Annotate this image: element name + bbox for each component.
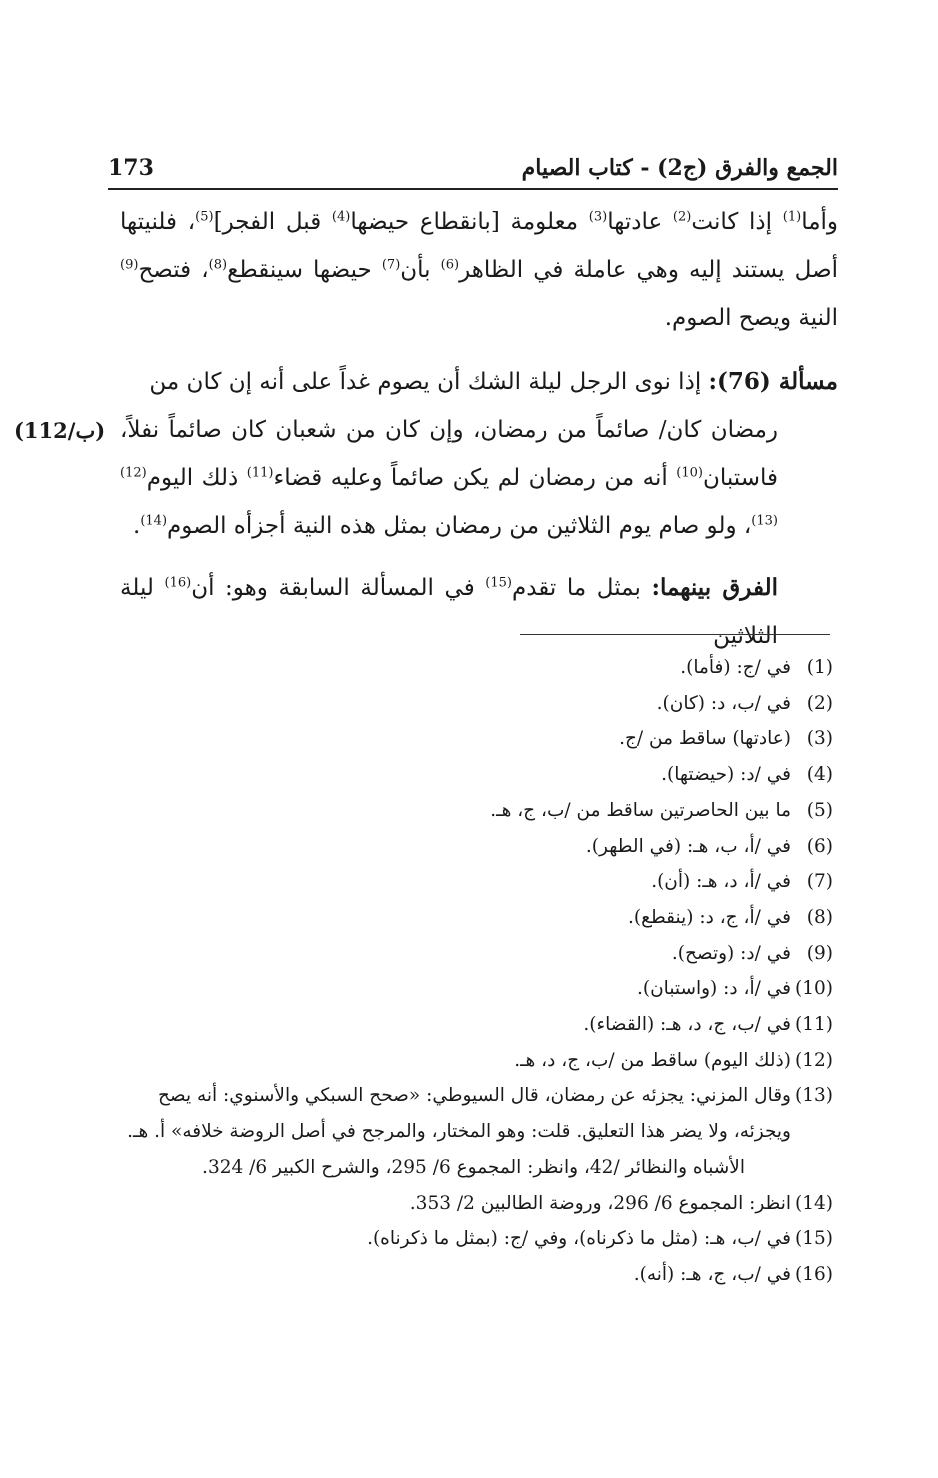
footnote-ref: (2)	[672, 209, 692, 225]
footnote-number: (14)	[795, 1192, 833, 1214]
footnote	[120, 864, 833, 900]
running-head: الجمع والفرق (ج2) - كتاب الصيام	[521, 155, 838, 181]
footnote	[120, 686, 833, 722]
text-run: بمثل ما تقدم	[511, 575, 652, 601]
footnote-ref: (15)	[485, 575, 512, 591]
footnote-text: (ذلك اليوم) ساقط من /ب، ج، د، هـ.	[514, 1049, 791, 1071]
footnote	[120, 1043, 833, 1079]
footnote	[120, 1257, 833, 1293]
footnote-number: (15)	[795, 1228, 833, 1250]
text-run: إذا نوى الرجل ليلة الشك أن يصوم غداً على أنه إن كان من	[149, 369, 709, 395]
footnote-text: في /أ، ب، هـ: (في الطهر).	[585, 835, 791, 857]
main-text	[120, 198, 838, 660]
footnote	[120, 757, 833, 793]
footnote-ref: (12)	[120, 465, 147, 481]
text-run: قبل الفجر]	[213, 209, 332, 235]
footnote-continuation	[120, 1150, 833, 1186]
footnote-text: انظر: المجموع 6/ 296، وروضة الطالبين 2/ 353.	[409, 1192, 791, 1214]
text-run: ، فلنيتها أصل يستند إليه وهي عاملة في الظاهر	[120, 209, 838, 283]
footnote-number: (7)	[806, 871, 833, 893]
footnote-number: (10)	[795, 978, 833, 1000]
masala-paragraph	[120, 358, 838, 406]
footnote-ref: (1)	[782, 209, 802, 225]
footnote-ref: (13)	[751, 513, 778, 529]
text-run: إذا كانت	[691, 209, 783, 235]
text-run: رمضان كان/ صائماً من رمضان، وإن كان من شعبان كان صائماً نفلاً، فاستبان	[120, 417, 779, 491]
footnote-text: في /أ، د، هـ: (أن).	[651, 871, 791, 893]
footnote	[120, 900, 833, 936]
footnote-ref: (10)	[676, 465, 703, 481]
footnote-ref: (11)	[246, 465, 274, 481]
opening-paragraph	[120, 198, 838, 342]
footnote-separator	[520, 634, 830, 635]
footnote	[120, 1007, 833, 1043]
footnote-number: (8)	[806, 906, 833, 928]
text-run: .	[133, 513, 141, 539]
text-run: ذلك اليوم	[146, 465, 247, 491]
footnote	[120, 829, 833, 865]
farq-paragraph	[120, 564, 838, 660]
text-run: ليلة الثلاثين	[120, 575, 778, 649]
footnote-number: (5)	[806, 799, 833, 821]
page-header	[108, 148, 838, 188]
text-run: عادتها	[607, 209, 673, 235]
footnote-text: (عادتها) ساقط من /ج.	[619, 728, 791, 750]
footnote-number: (12)	[795, 1049, 833, 1071]
masala-label: مسألة (76):	[708, 368, 838, 395]
footnote-text: ما بين الحاصرتين ساقط من /ب، ج، هـ.	[490, 799, 791, 821]
footnote-ref: (5)	[195, 209, 214, 225]
footnote-number: (11)	[795, 1014, 833, 1036]
text-run: ، فتصح	[138, 257, 209, 283]
footnotes	[120, 650, 833, 1293]
footnote	[120, 721, 833, 757]
footnote-text: وقال المزني: يجزئه عن رمضان، قال السيوطي: «صحح السبكي والأسنوي: أنه يصح ويجزئه، ولا يضر هذا التعليق. قلت: وهو المختار، والمرجح في أصل الروضة خلافه» أ. هـ.	[127, 1085, 791, 1143]
footnote-ref: (16)	[164, 575, 192, 591]
text-run: بأن	[400, 257, 441, 283]
manuscript-folio-reference: (112/ب)	[14, 418, 106, 443]
footnote-text: في /أ، ج، د: (ينقطع).	[628, 906, 791, 928]
footnote-number: (16)	[795, 1263, 833, 1285]
footnote-number: (3)	[806, 728, 833, 750]
text-run: حيضها سينقطع	[227, 257, 382, 283]
footnote-text: في /د: (وتصح).	[671, 942, 791, 964]
footnote-ref: (4)	[331, 209, 351, 225]
farq-label: الفرق بينهما:	[651, 574, 778, 601]
footnote-number: (9)	[806, 942, 833, 964]
text-run: النية ويصح الصوم.	[664, 305, 838, 331]
footnote-number: (6)	[806, 835, 833, 857]
text-run: في المسألة السابقة وهو: أن	[191, 575, 486, 601]
footnote	[120, 1221, 833, 1257]
footnote-text: في /ب، هـ: (مثل ما ذكرناه)، وفي /ج: (بمثل ما ذكرناه).	[367, 1228, 791, 1250]
header-rule	[108, 188, 838, 190]
footnote-text: في /د: (حيضتها).	[661, 764, 791, 786]
footnote-ref: (9)	[120, 257, 139, 273]
masala-continuation	[120, 406, 838, 550]
footnote	[120, 971, 833, 1007]
footnote-number: (1)	[806, 657, 833, 678]
text-run: ، ولو صام يوم الثلاثين من رمضان بمثل هذه النية أجزأه الصوم	[167, 513, 752, 539]
footnote-number: (2)	[806, 692, 833, 714]
footnote	[120, 650, 833, 686]
footnote	[120, 936, 833, 972]
footnote-ref: (3)	[588, 209, 608, 225]
text-run: وأما	[801, 209, 839, 235]
page-number: 173	[108, 155, 154, 181]
footnote-ref: (14)	[140, 513, 168, 529]
text-run: أنه من رمضان لم يكن صائماً وعليه قضاء	[273, 465, 677, 491]
footnote-number: (13)	[795, 1085, 833, 1107]
footnote-number: (4)	[806, 764, 833, 786]
footnote	[120, 793, 833, 829]
footnote-ref: (7)	[381, 257, 401, 273]
footnote-ref: (6)	[440, 257, 460, 273]
footnote-text: في /أ، د: (واستبان).	[637, 978, 791, 1000]
footnote-ref: (8)	[208, 257, 228, 273]
footnote-text: الأشباه والنظائر /42، وانظر: المجموع 6/ 295، والشرح الكبير 6/ 324.	[202, 1156, 745, 1178]
footnote-text: في /ب، ج، هـ: (أنه).	[633, 1263, 791, 1285]
text-run: معلومة [بانقطاع حيضها	[350, 209, 589, 235]
footnote	[120, 1078, 833, 1149]
footnote-text: في /ب، د: (كان).	[656, 692, 791, 714]
footnote-text: في /ج: (فأما).	[680, 657, 791, 678]
footnote	[120, 1186, 833, 1222]
footnote-text: في /ب، ج، د، هـ: (القضاء).	[583, 1014, 791, 1036]
